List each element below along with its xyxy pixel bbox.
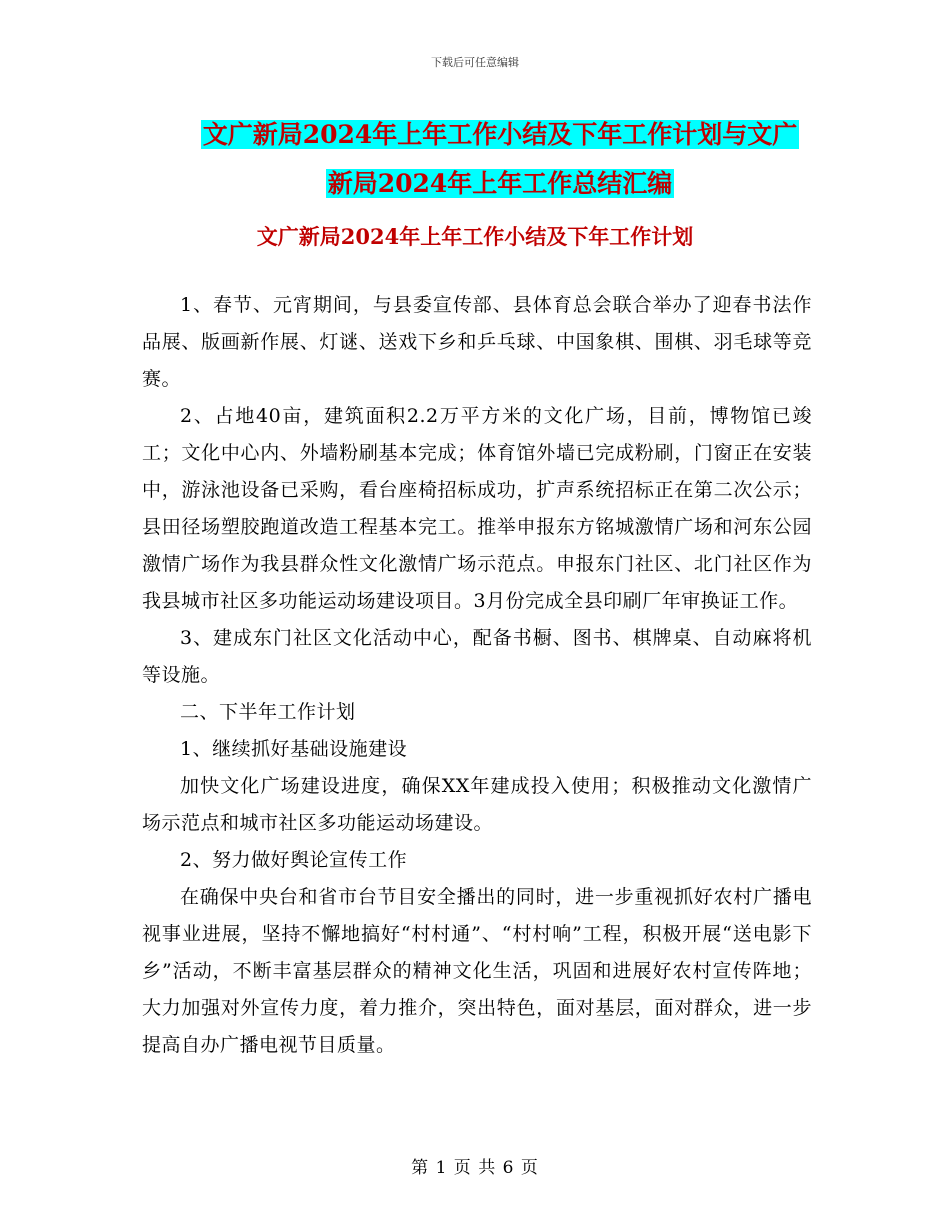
sub-heading: 1、继续抓好基础设施建设 xyxy=(180,738,408,760)
paragraph: 2、占地40亩，建筑面积2.2万平方米的文化广场，目前，博物馆已竣工；文化中心内、外墙粉刷基本完成；体育馆外墙已完成粉刷，门窗正在安装中，游泳池设备已采购，看台座椅招标成功，扩声系统招标正在第二次公示；县田径场塑胶跑道改造工程基本完工。推举申报东方铭城激情广场和河东公园激情广场作为我县群众性文化激情广场示范点。申报东门社区、北门社区作为我县城市社区多功能运动场建设项目。3月份完成全县印刷厂年审换证工作。 xyxy=(142,405,812,612)
paragraph: 3、建成东门社区文化活动中心，配备书橱、图书、棋牌桌、自动麻将机等设施。 xyxy=(142,627,812,686)
paragraph: 加快文化广场建设进度，确保XX年建成投入使用；积极推动文化激情广场示范点和城市社区多功能运动场建设。 xyxy=(142,775,812,834)
body-text xyxy=(142,287,812,1064)
main-title-line2: 新局2024年上年工作总结汇编 xyxy=(327,169,673,198)
main-title-line1: 文广新局2024年上年工作小结及下年工作计划与文广 xyxy=(202,120,798,149)
main-title xyxy=(130,110,870,208)
paragraph: 在确保中央台和省市台节目安全播出的同时，进一步重视抓好农村广播电视事业进展，坚持不懈地搞好“村村通”、“村村响”工程，积极开展“送电影下乡”活动，不断丰富基层群众的精神文化生活，巩固和进展好农村宣传阵地；大力加强对外宣传力度，着力推介，突出特色，面对基层，面对群众，进一步提高自办广播电视节目质量。 xyxy=(142,886,812,1056)
header-note: 下载后可任意编辑 xyxy=(431,56,519,69)
sub-title: 文广新局2024年上年工作小结及下年工作计划 xyxy=(256,224,694,249)
section-heading: 二、下半年工作计划 xyxy=(180,701,356,723)
page-footer: 第 1 页 共 6 页 xyxy=(411,1158,539,1178)
sub-heading: 2、努力做好舆论宣传工作 xyxy=(180,849,408,871)
paragraph: 1、春节、元宵期间，与县委宣传部、县体育总会联合举办了迎春书法作品展、版画新作展、灯谜、送戏下乡和乒乓球、中国象棋、围棋、羽毛球等竞赛。 xyxy=(142,294,812,390)
